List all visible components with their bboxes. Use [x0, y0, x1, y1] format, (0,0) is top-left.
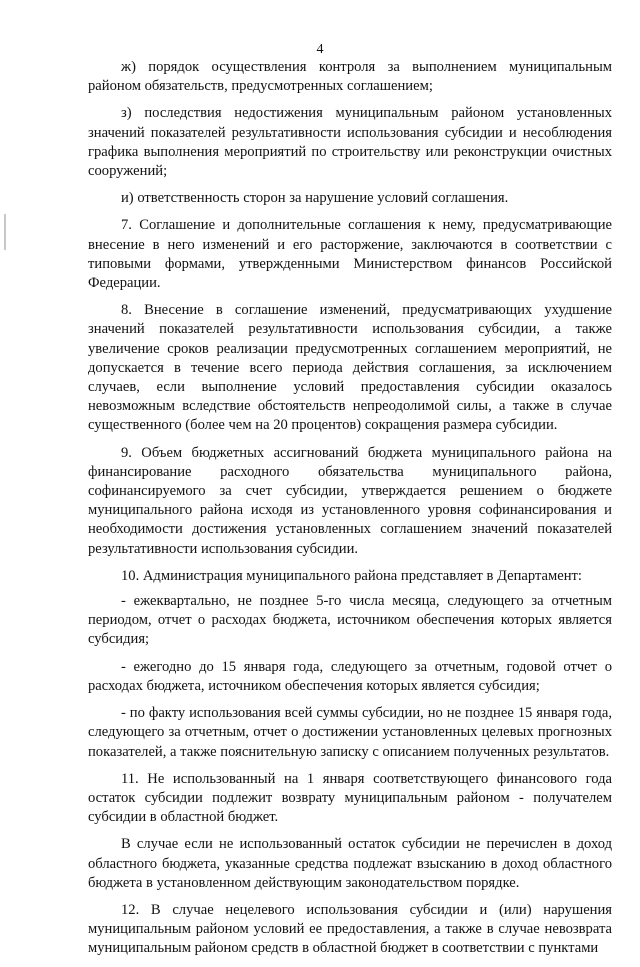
paragraph-12: 12. В случае нецелевого использования субсидии и (или) нарушения муниципальным районом условий ее предоставления, а также в случае невозврата муниципальным районом средств в областной бюджет в соответствии с пунктами	[88, 901, 612, 957]
list-item-quarterly-report: - ежеквартально, не позднее 5-го числа месяца, следующего за отчетным периодом, отчет о расходах бюджета, источником обеспечения которых является субсидия;	[88, 593, 612, 648]
list-item-results-report: - по факту использования всей суммы субсидии, но не позднее 15 января года, следующего за отчетным, отчет о достижении установленных целевых прогнозных показателей, а также пояснительную записку с описанием полученных результатов.	[88, 705, 612, 760]
paragraph-8: 8. Внесение в соглашение изменений, предусматривающих ухудшение значений показателей результативности использования субсидии, а также увеличение сроков реализации предусмотренных соглашением мероприятий, не допускается в течение всего периода действия соглашения, за исключением случаев, если выполнение условий предоставления субсидии оказалось невозможным вследствие обстоятельств непреодолимой силы, а также в случае существенного (более чем на 20 процентов) сокращения размера субсидии.	[88, 302, 612, 434]
paragraph-z: з) последствия недостижения муниципальным районом установленных значений показателей результативности использования субсидии и несоблюдения графика выполнения мероприятий по строительству или реконструкции очистных сооружений;	[88, 105, 612, 180]
paragraph-10: 10. Администрация муниципального района представляет в Департамент:	[121, 567, 582, 584]
document-body	[88, 58, 612, 967]
paragraph-i: и) ответственность сторон за нарушение условий соглашения.	[121, 190, 509, 207]
paragraph-11-continued: В случае если не использованный остаток субсидии не перечислен в доход областного бюджета, указанные средства подлежат взысканию в доход областного бюджета в установленном действующим законодательством порядке.	[88, 836, 612, 891]
paragraph-9: 9. Объем бюджетных ассигнований бюджета муниципального района на финансирование расходного обязательства муниципального района, софинансируемого за счет субсидии, утверждается решением о бюджете муниципального района исходя из установленного уровня софинансирования и необходимости достижения установленных соглашением значений показателей результативности использования субсидии.	[88, 444, 612, 557]
paragraph-7: 7. Соглашение и дополнительные соглашения к нему, предусматривающие внесение в него изменений и его расторжение, заключаются в соответствии с типовыми формами, утвержденными Министерством финансов Российской Федерации.	[88, 217, 612, 292]
list-item-annual-report: - ежегодно до 15 января года, следующего за отчетным, годовой отчет о расходах бюджета, источником обеспечения которых является субсидия;	[88, 658, 612, 694]
paragraph-zh: ж) порядок осуществления контроля за выполнением муниципальным районом обязательств, предусмотренных соглашением;	[88, 59, 612, 95]
page-number: 4	[316, 42, 324, 57]
paragraph-11: 11. Не использованный на 1 января соответствующего финансового года остаток субсидии подлежит возврату муниципальным районом - получателем субсидии в областной бюджет.	[88, 770, 612, 826]
scan-margin-mark	[4, 214, 6, 250]
